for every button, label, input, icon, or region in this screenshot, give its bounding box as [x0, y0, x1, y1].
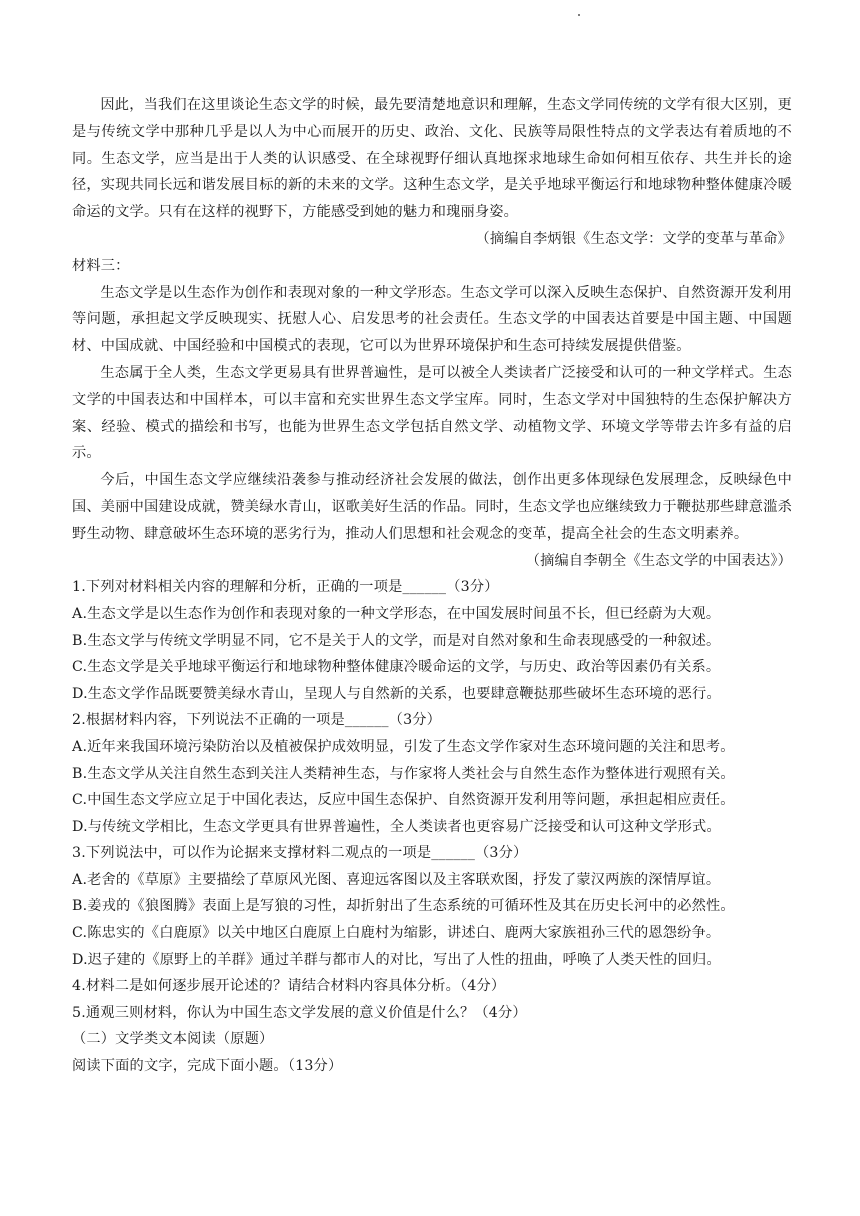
question-3-option-b: B.姜戎的《狼图腾》表面上是写狼的习性，却折射出了生态系统的可循环性及其在历史长河中的必然性。	[72, 898, 735, 915]
question-1-option-a: A.生态文学是以生态作为创作和表现对象的一种文学形态，在中国发展时间虽不长，但已经蔚为大观。	[72, 605, 721, 622]
material3-paragraph-3: 今后，中国生态文学应继续沿袭参与推动经济社会发展的做法，创作出更多体现绿色发展理念，反映绿色中国、美丽中国建设成就，赞美绿水青山，讴歌美好生活的作品。同时，生态文学也应继续致力于鞭挞那些肆意滥杀野生动物、肆意破坏生态环境的恶劣行为，推动人们思想和社会观念的变革，提高全社会的生态文明素养。	[72, 472, 792, 542]
question-1-option-c: C.生态文学是关乎地球平衡运行和地球物种整体健康冷暖命运的文学，与历史、政治等因素仍有关系。	[72, 659, 721, 676]
question-3-stem: 3.下列说法中，可以作为论据来支撑材料二观点的一项是______（3分）	[72, 845, 528, 862]
question-2-option-a: A.近年来我国环境污染防治以及植被保护成效明显，引发了生态文学作家对生态环境问题的关注和思考。	[72, 738, 735, 755]
question-2-option-d: D.与传统文学相比，生态文学更具有世界普遍性，全人类读者也更容易广泛接受和认可这种文学形式。	[72, 818, 721, 835]
section-2-heading: （二）文学类文本阅读（原题）	[72, 1031, 274, 1048]
material2-source: （摘编自李炳银《生态文学：文学的变革与革命》	[475, 230, 792, 247]
section-2-instruction: 阅读下面的文字，完成下面小题。（13分）	[72, 1058, 343, 1075]
material2-paragraph: 因此，当我们在这里谈论生态文学的时候，最先要清楚地意识和理解，生态文学同传统的文学有很大区别，更是与传统文学中那种几乎是以人为中心而展开的历史、政治、文化、民族等局限性特点的文学表达有着质地的不同。生态文学，应当是出于人类的认识感受、在全球视野仔细认真地探求地球生命如何相互依存、共生并长的途径，实现共同长远和谐发展目标的新的未来的文学。这种生态文学，是关乎地球平衡运行和地球物种整体健康冷暖命运的文学。只有在这样的视野下，方能感受到她的魅力和瑰丽身姿。	[72, 97, 792, 221]
page-mark	[578, 14, 580, 16]
question-2-option-b: B.生态文学从关注自然生态到关注人类精神生态，与作家将人类社会与自然生态作为整体进行观照有关。	[72, 765, 735, 782]
question-5-stem: 5.通观三则材料，你认为中国生态文学发展的意义价值是什么？（4分）	[72, 1004, 527, 1021]
question-3-option-d: D.迟子建的《原野上的羊群》通过羊群与都市人的对比，写出了人性的扭曲，呼唤了人类天性的回归。	[72, 951, 721, 968]
question-list	[72, 574, 792, 1026]
question-1-option-b: B.生态文学与传统文学明显不同，它不是关于人的文学，而是对自然对象和生命表现感受的一种叙述。	[72, 632, 721, 649]
question-3-option-a: A.老舍的《草原》主要描绘了草原风光图、喜迎远客图以及主客联欢图，抒发了蒙汉两族的深情厚谊。	[72, 871, 721, 888]
question-1-stem: 1.下列对材料相关内容的理解和分析，正确的一项是______（3分）	[72, 579, 499, 596]
question-3-option-c: C.陈忠实的《白鹿原》以关中地区白鹿原上白鹿村为缩影，讲述白、鹿两大家族祖孙三代的恩怨纷争。	[72, 925, 721, 942]
question-4-stem: 4.材料二是如何逐步展开论述的？请结合材料内容具体分析。（4分）	[72, 978, 506, 995]
question-2-stem: 2.根据材料内容，下列说法不正确的一项是______（3分）	[72, 712, 442, 729]
question-1-option-d: D.生态文学作品既要赞美绿水青山，呈现人与自然新的关系，也要肆意鞭挞那些破坏生态环境的恶行。	[72, 685, 721, 702]
question-2-option-c: C.中国生态文学应立足于中国化表达，反应中国生态保护、自然资源开发利用等问题，承担起相应责任。	[72, 792, 735, 809]
material3-paragraph-1: 生态文学是以生态作为创作和表现对象的一种文学形态。生态文学可以深入反映生态保护、自然资源开发利用等问题，承担起文学反映现实、抚慰人心、启发思考的社会责任。生态文学的中国表达首要是中国主题、中国题材、中国成就、中国经验和中国模式的表现，它可以为世界环境保护和生态可持续发展提供借鉴。	[72, 284, 792, 355]
exam-page	[72, 92, 792, 1080]
material3-paragraph-2: 生态属于全人类，生态文学更易具有世界普遍性，是可以被全人类读者广泛接受和认可的一种文学样式。生态文学的中国表达和中国样本，可以丰富和充实世界生态文学宝库。同时，生态文学对中国独特的生态保护解决方案、经验、模式的描绘和书写，也能为世界生态文学包括自然文学、动植物文学、环境文学等带去许多有益的启示。	[72, 364, 792, 462]
material3-source: （摘编自李朝全《生态文学的中国表达》）	[525, 552, 792, 569]
material3-label: 材料三：	[72, 257, 130, 274]
